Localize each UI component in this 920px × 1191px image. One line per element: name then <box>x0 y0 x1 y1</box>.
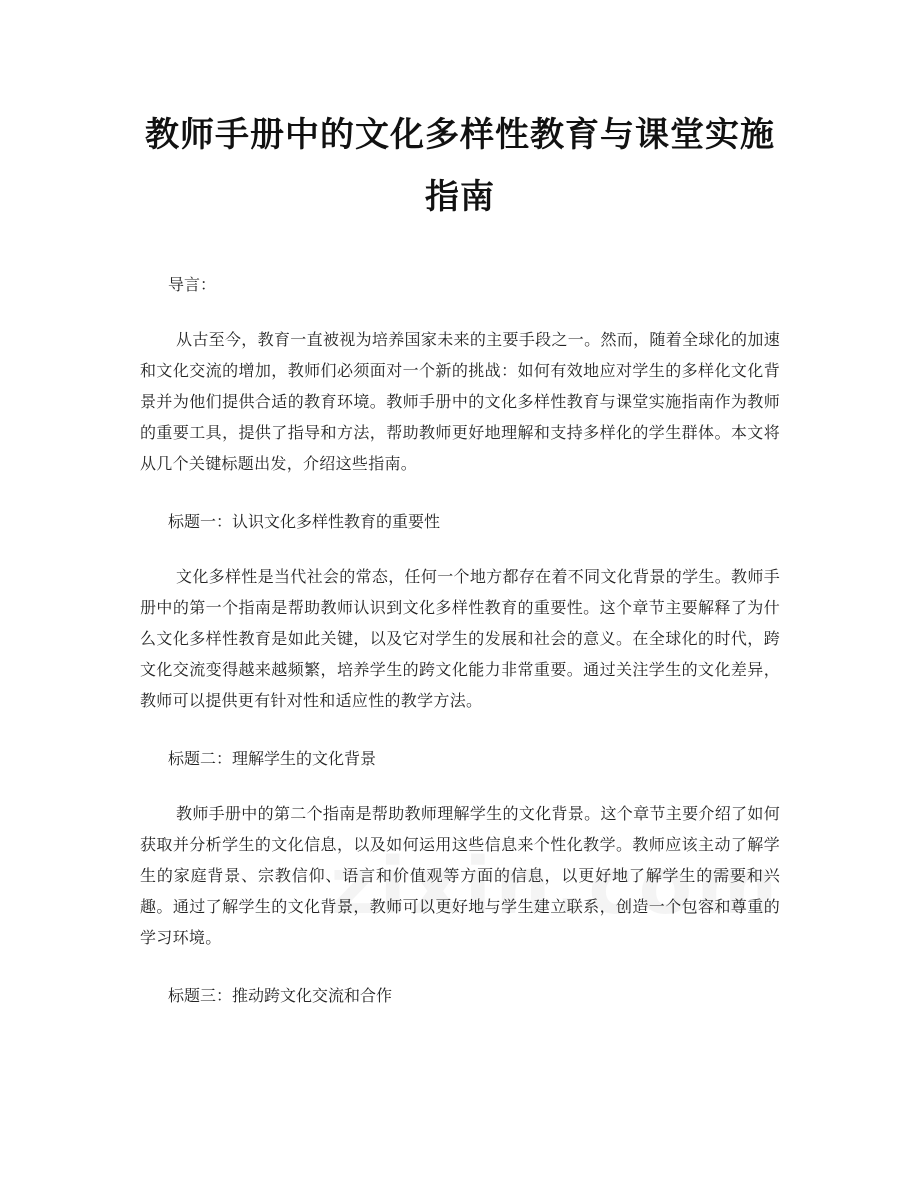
section-paragraph-1: 文化多样性是当代社会的常态，任何一个地方都存在着不同文化背景的学生。教师手册中的第一个指南是帮助教师认识到文化多样性教育的重要性。这个章节主要解释了为什么文化多样性教育是如此关键，以及它对学生的发展和社会的意义。在全球化的时代，跨文化交流变得越来越频繁，培养学生的跨文化能力非常重要。通过关注学生的文化差异，教师可以提供更有针对性和适应性的教学方法。 <box>140 567 780 710</box>
section-heading-2: 标题二：理解学生的文化背景 <box>168 749 377 768</box>
section-paragraph-2: 教师手册中的第二个指南是帮助教师理解学生的文化背景。这个章节主要介绍了如何获取并分析学生的文化信息，以及如何运用这些信息来个性化教学。教师应该主动了解学生的家庭背景、宗教信仰、语言和价值观等方面的信息，以更好地了解学生的需要和兴趣。通过了解学生的文化背景，教师可以更好地与学生建立联系，创造一个包容和尊重的学习环境。 <box>140 804 780 947</box>
intro-label: 导言： <box>168 275 217 294</box>
section-heading-1: 标题一：认识文化多样性教育的重要性 <box>168 512 441 531</box>
intro-paragraph: 从古至今，教育一直被视为培养国家未来的主要手段之一。然而，随着全球化的加速和文化交流的增加，教师们必须面对一个新的挑战：如何有效地应对学生的多样化文化背景并为他们提供合适的教育环境。教师手册中的文化多样性教育与课堂实施指南作为教师的重要工具，提供了指导和方法，帮助教师更好地理解和支持多样化的学生群体。本文将从几个关键标题出发，介绍这些指南。 <box>140 330 780 473</box>
section-heading-3: 标题三：推动跨文化交流和合作 <box>168 986 393 1005</box>
page-title: 教师手册中的文化多样性教育与课堂实施指南 <box>145 115 775 217</box>
